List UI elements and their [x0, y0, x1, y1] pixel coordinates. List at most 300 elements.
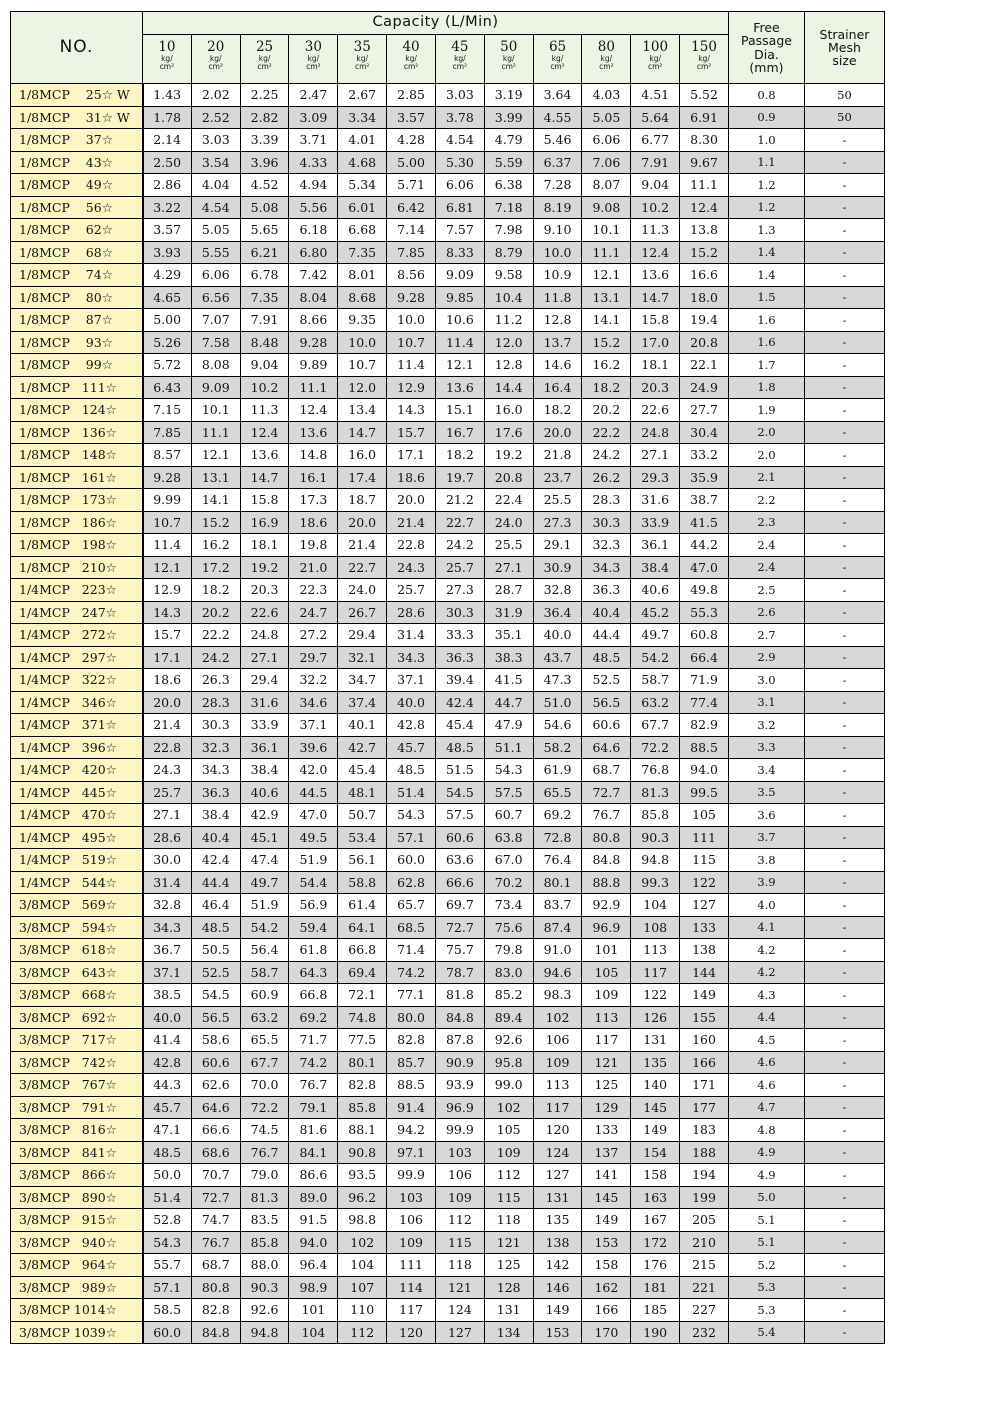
capacity-cell: 96.9 [582, 916, 631, 939]
capacity-cell: 14.4 [484, 376, 533, 399]
capacity-cell: 31.9 [484, 601, 533, 624]
capacity-cell: 5.00 [143, 309, 192, 332]
pressure-header-cell [680, 35, 729, 84]
capacity-cell: 93.5 [338, 1164, 387, 1187]
model-cell: 3/8MCP 964☆ [11, 1254, 143, 1277]
capacity-cell: 91.0 [533, 939, 582, 962]
capacity-cell: 58.7 [631, 669, 680, 692]
capacity-cell: 94.6 [533, 961, 582, 984]
capacity-cell: 3.93 [143, 241, 192, 264]
strainer-mesh-cell: - [804, 916, 884, 939]
table-row [11, 219, 885, 242]
capacity-cell: 172 [631, 1231, 680, 1254]
strainer-mesh-cell: - [804, 1006, 884, 1029]
capacity-cell: 8.08 [191, 354, 240, 377]
capacity-cell: 8.79 [484, 241, 533, 264]
capacity-cell: 105 [582, 961, 631, 984]
capacity-cell: 20.3 [240, 579, 289, 602]
free-passage-cell: 1.4 [728, 241, 804, 264]
strainer-mesh-cell: - [804, 241, 884, 264]
capacity-cell: 37.1 [289, 714, 338, 737]
free-passage-cell: 1.0 [728, 129, 804, 152]
capacity-cell: 8.68 [338, 286, 387, 309]
capacity-cell: 18.6 [143, 669, 192, 692]
free-passage-cell: 3.5 [728, 781, 804, 804]
capacity-cell: 3.22 [143, 196, 192, 219]
strainer-mesh-cell: - [804, 1141, 884, 1164]
capacity-cell: 15.2 [191, 511, 240, 534]
capacity-cell: 106 [435, 1164, 484, 1187]
capacity-cell: 47.4 [240, 849, 289, 872]
capacity-cell: 4.51 [631, 84, 680, 107]
capacity-cell: 26.3 [191, 669, 240, 692]
capacity-cell: 176 [631, 1254, 680, 1277]
capacity-cell: 31.4 [143, 871, 192, 894]
capacity-cell: 22.8 [143, 736, 192, 759]
free-passage-cell: 5.3 [728, 1299, 804, 1322]
capacity-cell: 27.7 [680, 399, 729, 422]
capacity-cell: 60.6 [435, 826, 484, 849]
capacity-cell: 120 [387, 1321, 436, 1344]
model-cell: 1/8MCP 25☆ W [11, 84, 143, 107]
capacity-cell: 66.6 [435, 871, 484, 894]
capacity-cell: 3.78 [435, 106, 484, 129]
capacity-cell: 3.71 [289, 129, 338, 152]
pressure-unit-bottom: cm² [403, 62, 419, 72]
model-cell: 3/8MCP 791☆ [11, 1096, 143, 1119]
capacity-cell: 1.78 [143, 106, 192, 129]
capacity-cell: 36.1 [240, 736, 289, 759]
capacity-cell: 183 [680, 1119, 729, 1142]
capacity-cell: 67.7 [240, 1051, 289, 1074]
capacity-cell: 47.0 [289, 804, 338, 827]
capacity-cell: 4.79 [484, 129, 533, 152]
capacity-cell: 11.4 [143, 534, 192, 557]
table-row [11, 1074, 885, 1097]
capacity-cell: 122 [680, 871, 729, 894]
pressure-unit-top: kg/ [258, 54, 271, 64]
capacity-cell: 205 [680, 1209, 729, 1232]
capacity-cell: 44.4 [191, 871, 240, 894]
strainer-mesh-cell: - [804, 264, 884, 287]
capacity-cell: 12.9 [387, 376, 436, 399]
pressure-unit-top: kg/ [209, 54, 222, 64]
model-cell: 1/8MCP 74☆ [11, 264, 143, 287]
capacity-cell: 18.6 [289, 511, 338, 534]
pressure-value: 25 [255, 39, 274, 55]
capacity-cell: 113 [582, 1006, 631, 1029]
table-row [11, 1254, 885, 1277]
capacity-cell: 12.4 [680, 196, 729, 219]
capacity-cell: 88.8 [582, 871, 631, 894]
capacity-cell: 74.2 [387, 961, 436, 984]
capacity-cell: 85.7 [387, 1051, 436, 1074]
capacity-cell: 80.8 [582, 826, 631, 849]
table-row [11, 556, 885, 579]
capacity-cell: 118 [484, 1209, 533, 1232]
capacity-cell: 11.2 [484, 309, 533, 332]
capacity-cell: 22.7 [338, 556, 387, 579]
strainer-mesh-cell: - [804, 1029, 884, 1052]
capacity-cell: 9.99 [143, 489, 192, 512]
capacity-cell: 18.2 [533, 399, 582, 422]
capacity-cell: 34.3 [143, 916, 192, 939]
free-passage-cell: 1.7 [728, 354, 804, 377]
capacity-cell: 98.8 [338, 1209, 387, 1232]
capacity-cell: 117 [631, 961, 680, 984]
capacity-cell: 39.6 [289, 736, 338, 759]
capacity-cell: 7.91 [240, 309, 289, 332]
capacity-cell: 60.9 [240, 984, 289, 1007]
model-cell: 1/8MCP 37☆ [11, 129, 143, 152]
pressure-unit-bottom: cm² [550, 62, 565, 72]
model-cell: 1/8MCP 186☆ [11, 511, 143, 534]
model-cell: 1/4MCP 445☆ [11, 781, 143, 804]
capacity-cell: 15.8 [240, 489, 289, 512]
capacity-cell: 89.4 [484, 1006, 533, 1029]
capacity-cell: 70.7 [191, 1164, 240, 1187]
capacity-cell: 6.68 [338, 219, 387, 242]
capacity-cell: 36.3 [191, 781, 240, 804]
model-cell: 3/8MCP 816☆ [11, 1119, 143, 1142]
capacity-cell: 75.6 [484, 916, 533, 939]
strainer-mesh-cell: - [804, 1209, 884, 1232]
capacity-cell: 109 [533, 1051, 582, 1074]
capacity-cell: 71.9 [680, 669, 729, 692]
strainer-mesh-cell: - [804, 849, 884, 872]
strainer-mesh-cell: - [804, 1276, 884, 1299]
capacity-cell: 49.7 [631, 624, 680, 647]
strainer-mesh-cell: 50 [804, 84, 884, 107]
capacity-cell: 145 [631, 1096, 680, 1119]
strainer-mesh-cell: - [804, 759, 884, 782]
model-cell: 3/8MCP 915☆ [11, 1209, 143, 1232]
capacity-cell: 21.4 [338, 534, 387, 557]
capacity-cell: 74.5 [240, 1119, 289, 1142]
model-cell: 3/8MCP 594☆ [11, 916, 143, 939]
pressure-unit-top: kg/ [551, 54, 564, 64]
capacity-cell: 3.54 [191, 151, 240, 174]
capacity-cell: 7.58 [191, 331, 240, 354]
free-passage-cell: 3.9 [728, 871, 804, 894]
capacity-cell: 40.0 [533, 624, 582, 647]
free-passage-cell: 1.6 [728, 309, 804, 332]
capacity-cell: 19.7 [435, 466, 484, 489]
capacity-cell: 78.7 [435, 961, 484, 984]
capacity-cell: 12.1 [191, 444, 240, 467]
table-row [11, 511, 885, 534]
capacity-cell: 59.4 [289, 916, 338, 939]
capacity-cell: 106 [533, 1029, 582, 1052]
capacity-cell: 5.64 [631, 106, 680, 129]
capacity-cell: 72.7 [191, 1186, 240, 1209]
capacity-cell: 57.5 [484, 781, 533, 804]
capacity-cell: 87.8 [435, 1029, 484, 1052]
capacity-cell: 149 [533, 1299, 582, 1322]
model-cell: 1/8MCP 80☆ [11, 286, 143, 309]
table-row [11, 1119, 885, 1142]
table-row [11, 1164, 885, 1187]
capacity-cell: 11.1 [680, 174, 729, 197]
capacity-cell: 34.3 [387, 646, 436, 669]
capacity-cell: 18.6 [387, 466, 436, 489]
capacity-cell: 90.9 [435, 1051, 484, 1074]
capacity-cell: 28.3 [582, 489, 631, 512]
model-cell: 3/8MCP 692☆ [11, 1006, 143, 1029]
capacity-cell: 63.6 [435, 849, 484, 872]
capacity-cell: 77.1 [387, 984, 436, 1007]
pressure-value: 30 [304, 39, 322, 55]
capacity-cell: 49.8 [680, 579, 729, 602]
capacity-cell: 88.0 [240, 1254, 289, 1277]
table-row [11, 781, 885, 804]
capacity-cell: 90.3 [631, 826, 680, 849]
capacity-cell: 3.09 [289, 106, 338, 129]
capacity-cell: 14.1 [191, 489, 240, 512]
capacity-cell: 92.6 [240, 1299, 289, 1322]
pressure-unit-top: kg/ [600, 54, 613, 64]
capacity-cell: 166 [680, 1051, 729, 1074]
pressure-unit-bottom: cm² [696, 62, 712, 72]
capacity-cell: 11.3 [631, 219, 680, 242]
capacity-cell: 60.7 [484, 804, 533, 827]
capacity-cell: 47.0 [680, 556, 729, 579]
capacity-cell: 14.7 [338, 421, 387, 444]
free-passage-cell: 4.1 [728, 916, 804, 939]
capacity-cell: 71.7 [289, 1029, 338, 1052]
model-cell: 1/4MCP 322☆ [11, 669, 143, 692]
capacity-cell: 5.59 [484, 151, 533, 174]
capacity-cell: 8.30 [680, 129, 729, 152]
strainer-mesh-header: Strainer Mesh size [804, 12, 884, 84]
capacity-cell: 84.8 [582, 849, 631, 872]
model-cell: 1/4MCP 297☆ [11, 646, 143, 669]
capacity-cell: 2.52 [191, 106, 240, 129]
capacity-cell: 63.8 [484, 826, 533, 849]
capacity-cell: 60.6 [191, 1051, 240, 1074]
capacity-cell: 61.8 [289, 939, 338, 962]
capacity-cell: 22.2 [582, 421, 631, 444]
strainer-mesh-cell: - [804, 714, 884, 737]
capacity-cell: 3.03 [435, 84, 484, 107]
model-cell: 3/8MCP 717☆ [11, 1029, 143, 1052]
capacity-cell: 60.6 [582, 714, 631, 737]
capacity-cell: 27.3 [533, 511, 582, 534]
capacity-cell: 121 [582, 1051, 631, 1074]
capacity-cell: 42.9 [240, 804, 289, 827]
strainer-mesh-cell: - [804, 354, 884, 377]
capacity-cell: 72.1 [338, 984, 387, 1007]
capacity-cell: 22.7 [435, 511, 484, 534]
capacity-cell: 104 [289, 1321, 338, 1344]
capacity-cell: 54.2 [240, 916, 289, 939]
capacity-cell: 11.1 [289, 376, 338, 399]
capacity-cell: 20.0 [387, 489, 436, 512]
capacity-cell: 12.1 [143, 556, 192, 579]
model-cell: 3/8MCP 890☆ [11, 1186, 143, 1209]
strainer-mesh-cell: - [804, 1074, 884, 1097]
capacity-cell: 36.7 [143, 939, 192, 962]
capacity-cell: 131 [484, 1299, 533, 1322]
capacity-cell: 82.8 [191, 1299, 240, 1322]
capacity-cell: 74.2 [289, 1051, 338, 1074]
strainer-mesh-cell: - [804, 669, 884, 692]
capacity-cell: 99.5 [680, 781, 729, 804]
capacity-cell: 106 [387, 1209, 436, 1232]
capacity-cell: 146 [533, 1276, 582, 1299]
pressure-value: 20 [207, 39, 225, 55]
capacity-cell: 99.9 [435, 1119, 484, 1142]
free-passage-cell: 3.1 [728, 691, 804, 714]
capacity-cell: 57.1 [143, 1276, 192, 1299]
capacity-cell: 76.7 [289, 1074, 338, 1097]
capacity-cell: 54.3 [143, 1231, 192, 1254]
capacity-cell: 93.9 [435, 1074, 484, 1097]
strainer-mesh-cell: - [804, 1321, 884, 1344]
capacity-cell: 32.2 [289, 669, 338, 692]
capacity-cell: 112 [338, 1321, 387, 1344]
capacity-cell: 22.6 [240, 601, 289, 624]
capacity-cell: 9.35 [338, 309, 387, 332]
capacity-cell: 185 [631, 1299, 680, 1322]
pressure-value: 80 [597, 39, 615, 55]
capacity-cell: 61.9 [533, 759, 582, 782]
table-row [11, 286, 885, 309]
capacity-cell: 60.8 [680, 624, 729, 647]
capacity-cell: 38.3 [484, 646, 533, 669]
capacity-cell: 13.6 [631, 264, 680, 287]
capacity-cell: 10.1 [191, 399, 240, 422]
capacity-cell: 4.28 [387, 129, 436, 152]
capacity-cell: 12.0 [484, 331, 533, 354]
free-passage-cell: 2.1 [728, 466, 804, 489]
model-cell: 1/4MCP 396☆ [11, 736, 143, 759]
capacity-cell: 27.1 [631, 444, 680, 467]
capacity-cell: 127 [435, 1321, 484, 1344]
model-cell: 1/8MCP 87☆ [11, 309, 143, 332]
capacity-cell: 31.4 [387, 624, 436, 647]
capacity-cell: 38.5 [143, 984, 192, 1007]
pressure-unit-top: kg/ [405, 54, 417, 64]
capacity-cell: 41.5 [680, 511, 729, 534]
capacity-cell: 140 [631, 1074, 680, 1097]
free-passage-cell: 4.0 [728, 894, 804, 917]
table-row [11, 894, 885, 917]
capacity-cell: 69.4 [338, 961, 387, 984]
capacity-cell: 68.7 [191, 1254, 240, 1277]
model-cell: 3/8MCP 989☆ [11, 1276, 143, 1299]
free-passage-cell: 1.2 [728, 174, 804, 197]
capacity-cell: 114 [387, 1276, 436, 1299]
capacity-cell: 46.4 [191, 894, 240, 917]
table-row [11, 1299, 885, 1322]
capacity-cell: 88.1 [338, 1119, 387, 1142]
capacity-cell: 9.58 [484, 264, 533, 287]
capacity-cell: 45.4 [435, 714, 484, 737]
model-cell: 1/4MCP 519☆ [11, 849, 143, 872]
free-passage-cell: 2.6 [728, 601, 804, 624]
pressure-header-cell [240, 35, 289, 84]
table-row [11, 601, 885, 624]
capacity-cell: 102 [533, 1006, 582, 1029]
strainer-mesh-cell: - [804, 736, 884, 759]
free-passage-cell: 4.6 [728, 1051, 804, 1074]
capacity-cell: 54.4 [289, 871, 338, 894]
capacity-cell: 9.67 [680, 151, 729, 174]
capacity-cell: 13.6 [240, 444, 289, 467]
capacity-cell: 29.1 [533, 534, 582, 557]
strainer-mesh-cell: - [804, 826, 884, 849]
free-passage-cell: 2.2 [728, 489, 804, 512]
model-cell: 1/8MCP 93☆ [11, 331, 143, 354]
capacity-cell: 14.7 [631, 286, 680, 309]
capacity-cell: 131 [631, 1029, 680, 1052]
model-cell: 1/8MCP 148☆ [11, 444, 143, 467]
capacity-cell: 27.1 [143, 804, 192, 827]
table-row [11, 534, 885, 557]
pressure-unit-top: kg/ [454, 54, 466, 64]
capacity-cell: 60.0 [387, 849, 436, 872]
capacity-cell: 4.94 [289, 174, 338, 197]
model-cell: 1/4MCP 346☆ [11, 691, 143, 714]
capacity-cell: 58.7 [240, 961, 289, 984]
capacity-cell: 69.2 [289, 1006, 338, 1029]
capacity-cell: 149 [582, 1209, 631, 1232]
capacity-cell: 81.8 [435, 984, 484, 1007]
free-passage-cell: 1.9 [728, 399, 804, 422]
strainer-mesh-cell: - [804, 781, 884, 804]
capacity-cell: 4.03 [582, 84, 631, 107]
capacity-cell: 7.85 [387, 241, 436, 264]
capacity-cell: 67.0 [484, 849, 533, 872]
capacity-cell: 51.5 [435, 759, 484, 782]
capacity-cell: 44.4 [582, 624, 631, 647]
capacity-cell: 3.96 [240, 151, 289, 174]
capacity-cell: 27.2 [289, 624, 338, 647]
capacity-cell: 31.6 [240, 691, 289, 714]
capacity-cell: 14.8 [289, 444, 338, 467]
model-cell: 1/4MCP 272☆ [11, 624, 143, 647]
capacity-cell: 6.21 [240, 241, 289, 264]
capacity-cell: 81.3 [631, 781, 680, 804]
model-cell: 1/8MCP 31☆ W [11, 106, 143, 129]
model-cell: 1/8MCP 43☆ [11, 151, 143, 174]
free-passage-header: Free Passage Dia. (mm) [728, 12, 804, 84]
capacity-cell: 2.82 [240, 106, 289, 129]
capacity-cell: 65.5 [240, 1029, 289, 1052]
capacity-cell: 10.4 [484, 286, 533, 309]
table-row [11, 871, 885, 894]
capacity-cell: 13.1 [191, 466, 240, 489]
capacity-cell: 32.1 [338, 646, 387, 669]
capacity-cell: 117 [387, 1299, 436, 1322]
table-row [11, 916, 885, 939]
strainer-mesh-cell: - [804, 601, 884, 624]
capacity-cell: 95.8 [484, 1051, 533, 1074]
capacity-cell: 5.52 [680, 84, 729, 107]
capacity-cell: 3.99 [484, 106, 533, 129]
capacity-cell: 9.09 [435, 264, 484, 287]
capacity-cell: 18.1 [240, 534, 289, 557]
capacity-cell: 8.04 [289, 286, 338, 309]
capacity-cell: 2.14 [143, 129, 192, 152]
capacity-cell: 80.1 [338, 1051, 387, 1074]
free-passage-cell: 4.9 [728, 1164, 804, 1187]
capacity-cell: 24.8 [240, 624, 289, 647]
capacity-cell: 20.0 [533, 421, 582, 444]
capacity-cell: 9.09 [191, 376, 240, 399]
model-cell: 3/8MCP 1039☆ [11, 1321, 143, 1344]
